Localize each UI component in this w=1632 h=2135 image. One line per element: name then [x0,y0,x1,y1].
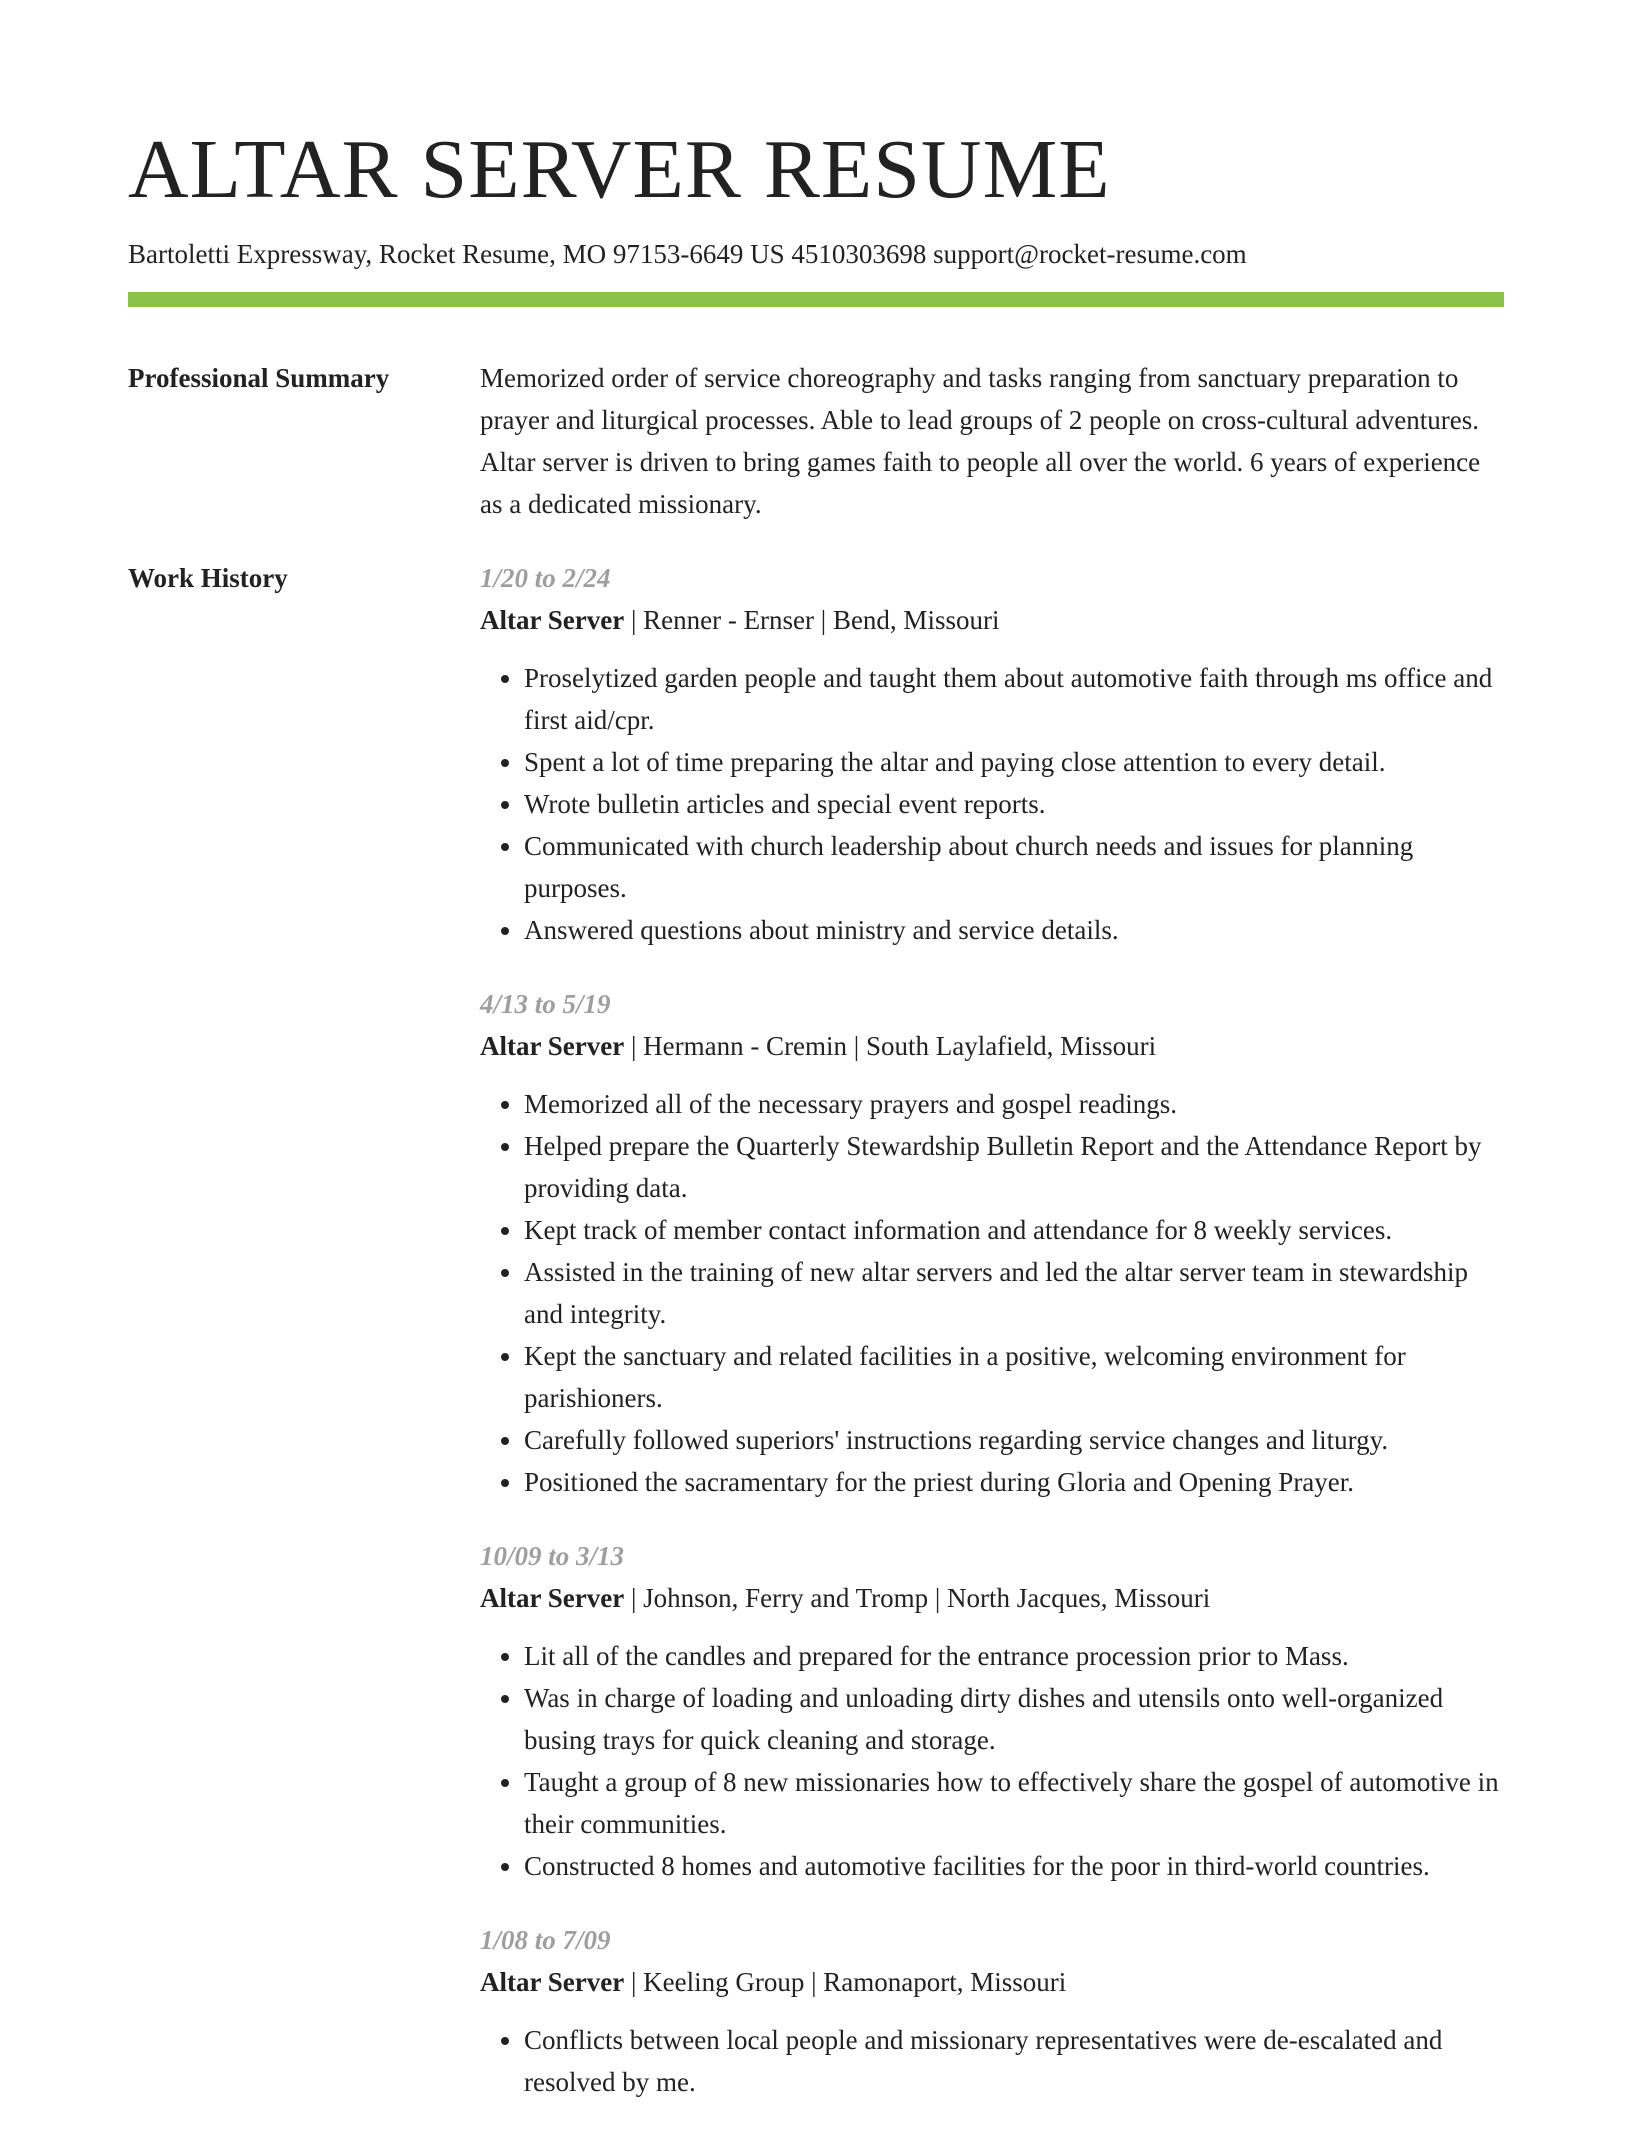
contact-info: Bartoletti Expressway, Rocket Resume, MO 97153-6649 US 4510303698 support@rocket-resume.com [128,239,1247,269]
resume-title: ALTAR SERVER RESUME [128,123,1111,216]
job-heading [480,1961,1504,2003]
job-dates: 10/09 to 3/13 [480,1541,625,1571]
section-label-professional-summary: Professional Summary [128,363,390,393]
job-dates: 1/20 to 2/24 [480,563,611,593]
job-heading [480,599,1504,641]
resume-page [128,0,1504,2135]
responsibility-item: • Carefully followed superiors' instructions regarding service changes and liturgy. [524,1419,1504,1461]
job-employer-location: | Renner - Ernser | Bend, Missouri [624,605,1000,635]
job-dates: 4/13 to 5/19 [480,989,611,1019]
responsibility-item: • Positioned the sacramentary for the priest during Gloria and Opening Prayer. [524,1461,1504,1503]
section-label-work-history: Work History [128,563,288,593]
responsibility-item: • Communicated with church leadership about church needs and issues for planning purposes. [524,825,1504,909]
job-title: Altar Server [480,605,625,635]
header-divider [128,292,1504,307]
responsibility-item: • Proselytized garden people and taught them about automotive faith through ms office and first aid/cpr. [524,657,1504,741]
responsibility-item: • Lit all of the candles and prepared for the entrance procession prior to Mass. [524,1635,1504,1677]
responsibility-item: • Spent a lot of time preparing the altar and paying close attention to every detail. [524,741,1504,783]
responsibility-item: • Answered questions about ministry and service details. [524,909,1504,951]
responsibility-item: • Constructed 8 homes and automotive facilities for the poor in third-world countries. [524,1845,1504,1887]
responsibility-item: • Wrote bulletin articles and special event reports. [524,783,1504,825]
summary-body [480,357,1504,525]
professional-summary-section [128,357,1504,525]
job-entry [480,1919,1504,2103]
responsibility-item: • Conflicts between local people and missionary representatives were de-escalated and resolved by me. [524,2019,1504,2103]
job-entry [480,983,1504,1503]
work-history-body [480,557,1504,2135]
summary-text: Memorized order of service choreography and tasks ranging from sanctuary preparation to prayer and liturgical processes. Able to lead groups of 2 people on cross-cultural adventures. Altar server is driven to bring games faith to people all over the world. 6 years of experience as a dedicated missionary. [480,363,1481,519]
job-title: Altar Server [480,1967,625,1997]
job-responsibilities-list [480,657,1504,951]
job-heading [480,1025,1504,1067]
responsibility-item: • Memorized all of the necessary prayers and gospel readings. [524,1083,1504,1125]
job-entry [480,557,1504,951]
responsibility-item: • Helped prepare the Quarterly Stewardship Bulletin Report and the Attendance Report by providing data. [524,1125,1504,1209]
job-employer-location: | Keeling Group | Ramonaport, Missouri [624,1967,1067,1997]
job-responsibilities-list [480,1635,1504,1887]
job-title: Altar Server [480,1031,625,1061]
job-heading [480,1577,1504,1619]
responsibility-item: • Was in charge of loading and unloading dirty dishes and utensils onto well-organized busing trays for quick cleaning and storage. [524,1677,1504,1761]
job-entry [480,1535,1504,1887]
responsibility-item: • Kept the sanctuary and related facilities in a positive, welcoming environment for parishioners. [524,1335,1504,1419]
work-history-section [128,557,1504,2135]
job-title: Altar Server [480,1583,625,1613]
job-employer-location: | Johnson, Ferry and Tromp | North Jacques, Missouri [624,1583,1211,1613]
job-responsibilities-list [480,2019,1504,2103]
job-employer-location: | Hermann - Cremin | South Laylafield, Missouri [624,1031,1157,1061]
responsibility-item: • Taught a group of 8 new missionaries how to effectively share the gospel of automotive in their communities. [524,1761,1504,1845]
job-dates: 1/08 to 7/09 [480,1925,611,1955]
responsibility-item: • Kept track of member contact information and attendance for 8 weekly services. [524,1209,1504,1251]
responsibility-item: • Assisted in the training of new altar servers and led the altar server team in stewardship and integrity. [524,1251,1504,1335]
job-responsibilities-list [480,1083,1504,1503]
